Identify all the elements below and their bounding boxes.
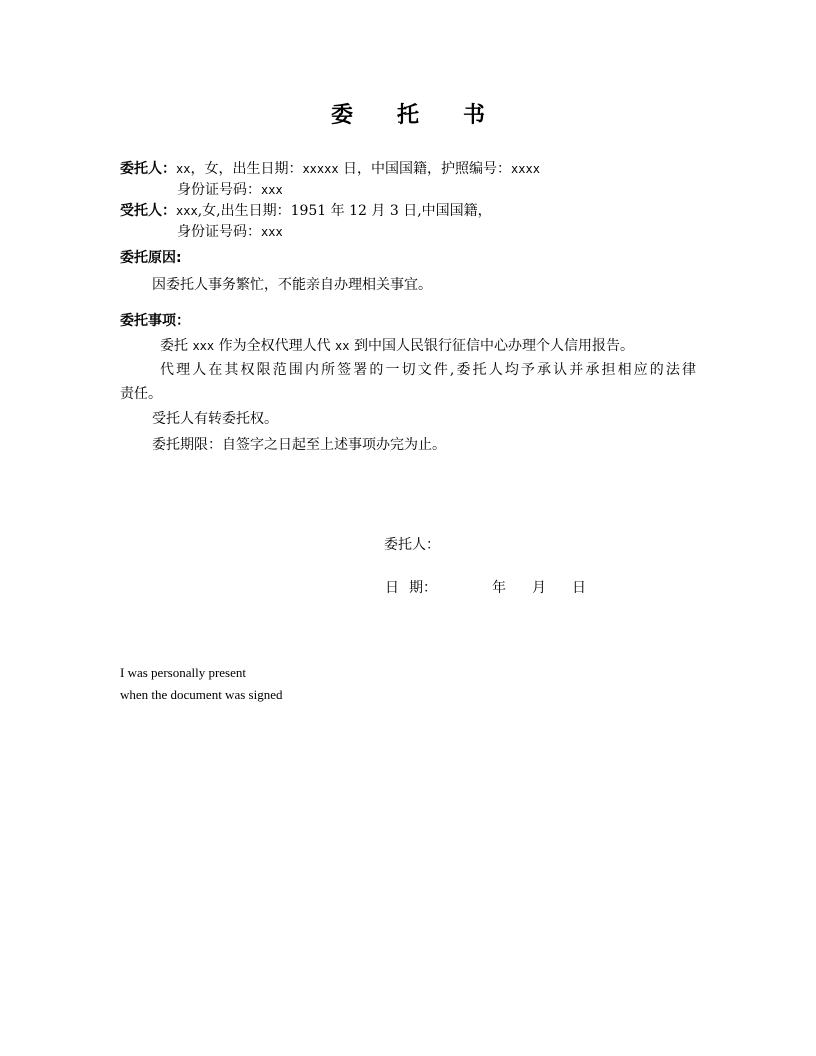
date-day: 日 [572, 580, 586, 596]
document-title [0, 101, 816, 131]
agent-label: 受托人： [120, 203, 176, 219]
matters-line-1-agent: xx [335, 339, 350, 353]
agent-id-label: 身份证号码： [177, 224, 261, 240]
matters-line-1 [160, 337, 634, 355]
principal-name: xx [176, 162, 191, 176]
agent-id-line [177, 223, 283, 241]
matters-line-1-prefix: 委托 [160, 338, 193, 354]
title-char-1: 委 [330, 103, 353, 128]
agent-text: ,女,出生日期：1951 年 12 月 3 日,中国国籍， [197, 203, 492, 219]
title-char-2: 托 [396, 103, 419, 128]
principal-sep-1: ，女，出生日期： [190, 161, 303, 177]
reason-heading: 委托原因: [120, 250, 182, 266]
agent-name: xxx [176, 204, 198, 218]
matters-line-1-principal: xxx [192, 339, 215, 353]
signature-principal-label: 委托人： [384, 537, 440, 553]
matters-heading: 委托事项： [120, 313, 190, 329]
principal-id-label: 身份证号码： [177, 182, 261, 198]
agent-line [120, 202, 492, 220]
matters-line-2b: 责任。 [120, 386, 162, 402]
matters-line-4: 委托期限：自签字之日起至上述事项办完为止。 [152, 437, 446, 453]
principal-dob: xxxxx [302, 162, 339, 176]
reason-text: 因委托人事务繁忙，不能亲自办理相关事宜。 [152, 277, 432, 293]
agent-id-value: xxx [261, 225, 283, 239]
date-label-1: 日 [385, 580, 399, 596]
date-label-2: 期： [409, 580, 437, 596]
matters-line-3: 受托人有转委托权。 [152, 411, 278, 427]
matters-line-1-suffix: 到中国人民银行征信中心办理个人信用报告。 [349, 338, 634, 354]
date-month: 月 [532, 580, 546, 596]
witness-line-1: I was personally present [120, 665, 246, 680]
title-char-3: 书 [463, 103, 486, 128]
matters-line-1-mid: 作为全权代理人代 [214, 338, 336, 354]
principal-line [120, 160, 540, 178]
date-year: 年 [492, 580, 506, 596]
principal-id-value: xxx [261, 183, 283, 197]
principal-passport: xxxx [511, 162, 540, 176]
witness-line-2: when the document was signed [120, 687, 283, 702]
matters-line-2a: 代理人在其权限范围内所签署的一切文件,委托人均予承认并承担相应的法律 [160, 362, 696, 378]
principal-id-line [177, 181, 283, 199]
principal-sep-2: 日，中国国籍，护照编号： [338, 161, 512, 177]
signature-date-row [385, 579, 586, 597]
principal-label: 委托人： [120, 161, 176, 177]
